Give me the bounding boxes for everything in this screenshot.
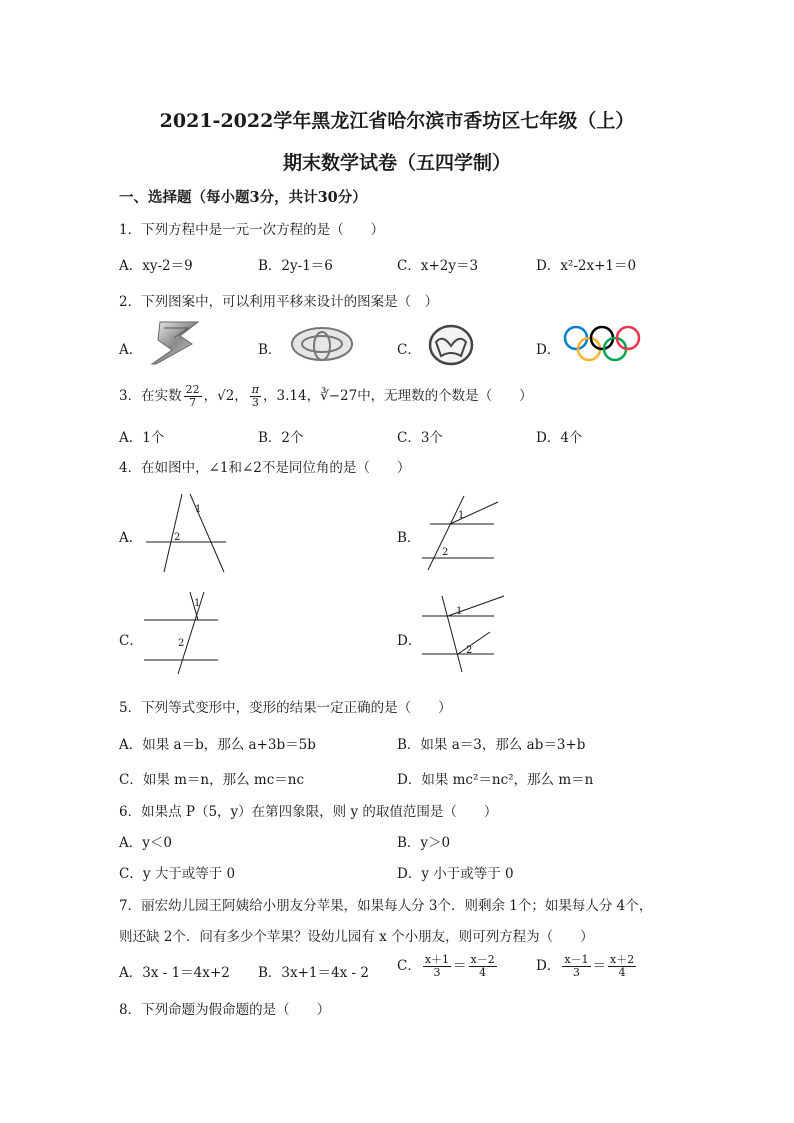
angle-1-label: 1: [456, 606, 463, 617]
q3-option-a: A．1个: [119, 430, 165, 446]
frac-numerator: 22: [185, 383, 200, 396]
section-heading: 一、选择题（每小题3分，共计30分）: [119, 189, 367, 206]
equals-sign: ＝: [453, 958, 467, 974]
question-2-stem: 2．下列图案中，可以利用平移来设计的图案是（ ）: [119, 294, 439, 310]
q7-option-d: [536, 954, 638, 979]
question-7-line1: 7．丽宏幼儿园王阿姨给小朋友分苹果，如果每人分 3个．则剩余 1个；如果每人分 4个，: [119, 898, 653, 914]
q1-option-c: C．x+2y＝3: [397, 258, 479, 274]
q4-figure-b: [420, 494, 500, 572]
fraction-right: [469, 954, 497, 979]
frac-denominator: 3: [433, 966, 441, 979]
q7-option-a: A．3x - 1＝4x+2: [119, 965, 230, 981]
frac-numerator: x＋2: [610, 953, 635, 966]
q5-option-c: C．如果 m＝n，那么 mc＝nc: [119, 772, 305, 788]
option-label: D．: [536, 958, 561, 974]
frac-numerator: x＋1: [424, 953, 450, 966]
q4-figure-d: [420, 594, 500, 674]
suzuki-logo-icon: [146, 318, 202, 368]
cube-root: ∛−27: [320, 388, 358, 404]
toyota-logo-icon: [290, 326, 354, 362]
exam-title-line2: 期末数学试卷（五四学制）: [282, 152, 511, 174]
frac-denominator: 3: [572, 966, 580, 979]
q5-option-a: A．如果 a＝b，那么 a+3b＝5b: [119, 737, 316, 753]
frac-denominator: 4: [618, 966, 626, 979]
q6-option-d: D．y 小于或等于 0: [397, 866, 514, 882]
angle-2-label: 2: [174, 532, 181, 543]
option-label: C．: [397, 958, 421, 974]
q3-option-c: C．3个: [397, 430, 443, 446]
q4-figure-a: [140, 490, 230, 576]
olympic-rings-icon: [562, 324, 646, 364]
q3-option-b: B．2个: [258, 430, 304, 446]
q7-option-b: B．3x+1＝4x - 2: [258, 965, 369, 981]
q4-option-a: A．: [119, 530, 143, 546]
question-5-stem: 5．下列等式变形中，变形的结果一定正确的是（ ）: [119, 700, 452, 716]
q2-option-b: B．: [258, 342, 282, 358]
fraction-left: [423, 954, 451, 979]
fraction-22-7: [184, 384, 202, 409]
q1-option-a: A．xy-2＝9: [119, 258, 193, 274]
q3-sep: ，: [234, 388, 248, 404]
frac-denominator: 7: [189, 396, 197, 409]
angle-1-label: 1: [195, 504, 202, 515]
question-6-stem: 6．如果点 P（5，y）在第四象限，则 y 的取值范围是（ ）: [119, 804, 498, 820]
question-4-stem: 4．在如图中，∠1和∠2不是同位角的是（ ）: [119, 460, 411, 476]
q3-suffix: 中，无理数的个数是（ ）: [357, 388, 533, 404]
q5-option-b: B．如果 a＝3，那么 ab＝3+b: [397, 737, 586, 753]
q4-figure-c: [142, 590, 222, 676]
frac-denominator: 4: [479, 966, 487, 979]
q7-option-c: [397, 954, 499, 979]
angle-1-label: 1: [458, 510, 465, 521]
angle-1-label: 1: [194, 598, 201, 609]
equals-sign: ＝: [592, 958, 607, 974]
q6-option-a: A．y＜0: [119, 835, 172, 851]
q3-prefix: 3．在实数: [119, 388, 182, 404]
angle-2-label: 2: [442, 547, 449, 558]
q1-option-b: B．2y-1＝6: [258, 258, 333, 274]
q2-option-c: C．: [397, 342, 421, 358]
fraction-right: [608, 954, 636, 979]
question-7-line2: 则还缺 2个．问有多少个苹果？设幼儿园有 x 个小朋友，则可列方程为（ ）: [119, 929, 594, 945]
q3-sep: ，: [203, 388, 218, 404]
angle-2-label: 2: [178, 638, 185, 649]
q4-option-b: B．: [397, 530, 421, 546]
q5-option-d: D．如果 mc²＝nc²，那么 m＝n: [397, 772, 594, 788]
q4-option-d: D．: [397, 633, 422, 649]
frac-numerator: x－2: [470, 953, 495, 966]
frac-numerator: x－1: [564, 953, 589, 966]
question-1-stem: 1．下列方程中是一元一次方程的是（ ）: [119, 222, 385, 238]
q4-option-c: C．: [119, 633, 143, 649]
q2-option-d: D．: [536, 342, 561, 358]
fraction-left: [562, 954, 590, 979]
mazda-logo-icon: [428, 324, 474, 366]
q3-option-d: D．4个: [536, 430, 583, 446]
q1-option-d: D．x²-2x+1＝0: [536, 258, 637, 274]
q6-option-c: C．y 大于或等于 0: [119, 866, 236, 882]
q2-option-a: A．: [119, 342, 143, 358]
frac-numerator: π: [251, 383, 260, 396]
question-3-stem: [119, 384, 533, 409]
fraction-pi-3: [250, 384, 261, 409]
question-8-stem: 8．下列命题为假命题的是（ ）: [119, 1002, 331, 1018]
angle-2-label: 2: [466, 645, 473, 656]
exam-title-line1: 2021-2022学年黑龙江省哈尔滨市香坊区七年级（上）: [159, 110, 635, 132]
q3-sep: ，3.14，: [263, 388, 321, 404]
sqrt-2: √2: [217, 388, 235, 404]
frac-denominator: 3: [251, 396, 259, 409]
q6-option-b: B．y＞0: [397, 835, 451, 851]
